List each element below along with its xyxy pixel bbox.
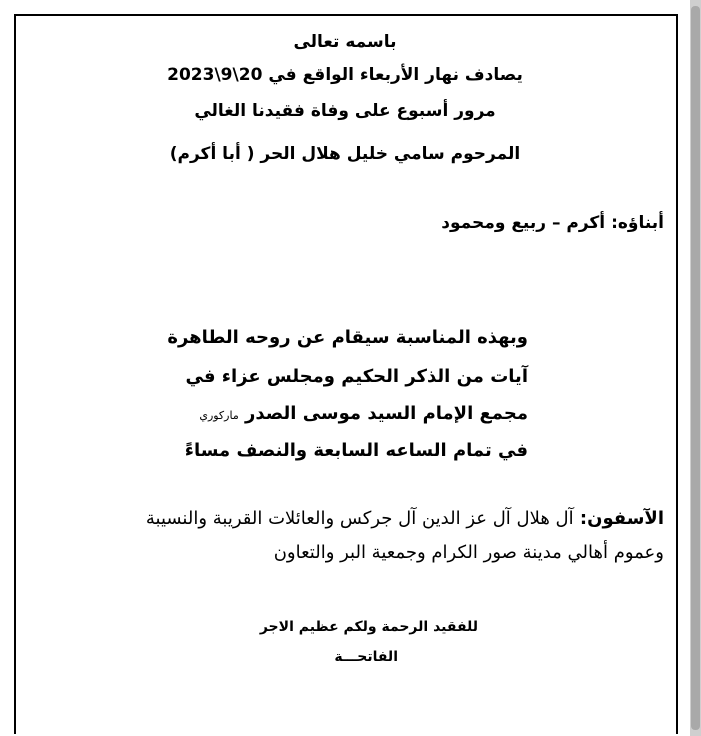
sons-names: أكرم – ربيع ومحمود [441,213,606,233]
occasion-line-2: آيات من الذكر الحكيم ومجلس عزاء في [185,366,528,387]
header-deceased-name: المرحوم سامي خليل هلال الحر ( أبا أكرم) [169,144,521,164]
mourners-line-2: وعموم أهالي مدينة صور الكرام وجمعية البر والتعاون [273,542,664,563]
occasion-line-3 [199,403,528,427]
header-week-line: مرور أسبوع على وفاة فقيدنا الغالي [194,101,496,121]
sons-label: أبناؤه: [611,213,664,233]
occasion-line-4: في تمام الساعه السابعة والنصف مساءً [184,440,528,461]
occasion-venue: مجمع الإمام السيد موسى الصدر [245,403,528,424]
vertical-scrollbar[interactable] [690,0,701,736]
sons-line [441,212,664,234]
closing-line-1: للفقيد الرحمة ولكم عظيم الاجر [259,619,478,635]
occasion-line-1: وبهذه المناسبة سيقام عن روحه الطاهرة [167,327,528,348]
header-date-line: يصادف نهار الأربعاء الواقع في 20\9\2023 [167,65,523,85]
mourners-line-1 [146,508,664,530]
header-basmala: باسمه تعالى [293,32,397,52]
closing-line-2: الفاتحـــة [334,649,398,665]
mourners-families: آل هلال آل عز الدين آل جركس والعائلات القريبة والنسيبة [145,508,574,529]
mourners-label: الآسفون: [579,508,664,529]
occasion-venue-note: ماركوري [199,409,239,422]
scrollbar-thumb[interactable] [691,6,700,730]
